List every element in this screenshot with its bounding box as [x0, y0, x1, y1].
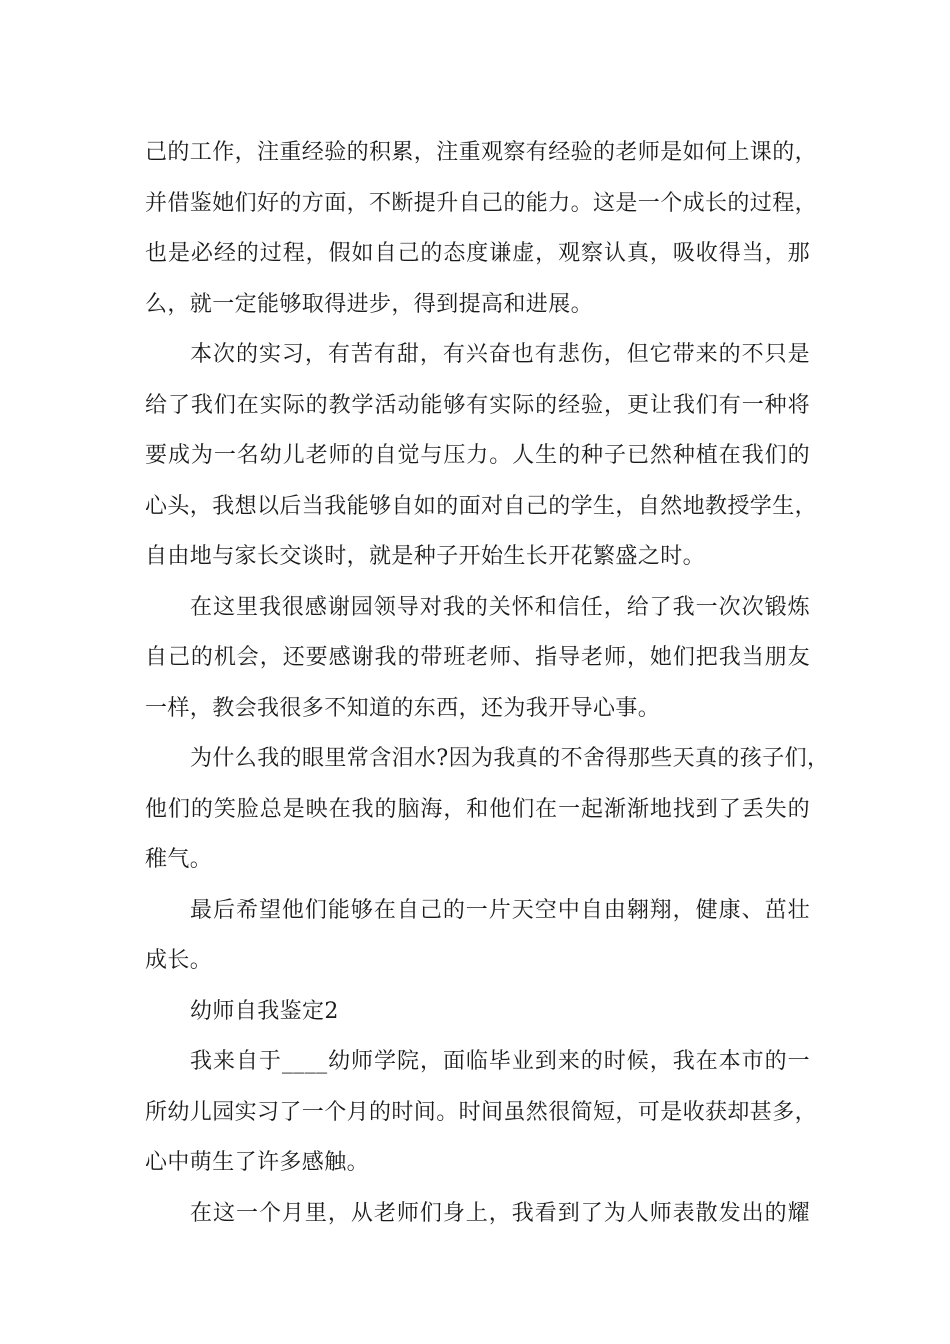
text-line: 心头，我想以后当我能够自如的面对自己的学生，自然地教授学生，	[145, 493, 818, 519]
text-line: 在这里我很感谢园领导对我的关怀和信任，给了我一次次锻炼	[190, 594, 810, 620]
text-line: 他们的笑脸总是映在我的脑海，和他们在一起渐渐地找到了丢失的	[145, 796, 810, 822]
text-line: 给了我们在实际的教学活动能够有实际的经验，更让我们有一种将	[145, 392, 810, 418]
text-line: 也是必经的过程，假如自己的态度谦虚，观察认真，吸收得当，那	[145, 241, 810, 266]
text-line: 成长。	[145, 948, 213, 973]
text-line: 一样，教会我很多不知道的东西，还为我开导心事。	[145, 695, 661, 721]
text-line: 么，就一定能够取得进步，得到提高和进展。	[145, 291, 594, 317]
text-line: 并借鉴她们好的方面，不断提升自己的能力。这是一个成长的过程，	[145, 190, 818, 216]
text-line: 幼师自我鉴定2	[190, 998, 339, 1024]
text-line: 所幼儿园实习了一个月的时间。时间虽然很简短，可是收获却甚多，	[145, 1099, 818, 1125]
text-line: 在这一个月里，从老师们身上，我看到了为人师表散发出的耀	[190, 1200, 810, 1226]
document-body	[145, 128, 830, 1239]
text-line: 心中萌生了许多感触。	[145, 1150, 370, 1175]
text-line: 己的工作，注重经验的积累，注重观察有经验的老师是如何上课的，	[145, 140, 818, 165]
text-line: 我来自于____幼师学院，面临毕业到来的时候，我在本市的一	[190, 1049, 810, 1074]
text-line: 最后希望他们能够在自己的一片天空中自由翱翔，健康、茁壮	[190, 897, 810, 923]
text-line: 稚气。	[145, 847, 213, 872]
text-line: 要成为一名幼儿老师的自觉与压力。人生的种子已然种植在我们的	[145, 443, 810, 468]
text-line: 为什么我的眼里常含泪水?因为我真的不舍得那些天真的孩子们，	[190, 746, 830, 771]
text-line: 本次的实习，有苦有甜，有兴奋也有悲伤，但它带来的不只是	[190, 342, 810, 367]
text-line: 自己的机会，还要感谢我的带班老师、指导老师，她们把我当朋友	[145, 645, 810, 670]
text-line: 自由地与家长交谈时，就是种子开始生长开花繁盛之时。	[145, 544, 706, 569]
